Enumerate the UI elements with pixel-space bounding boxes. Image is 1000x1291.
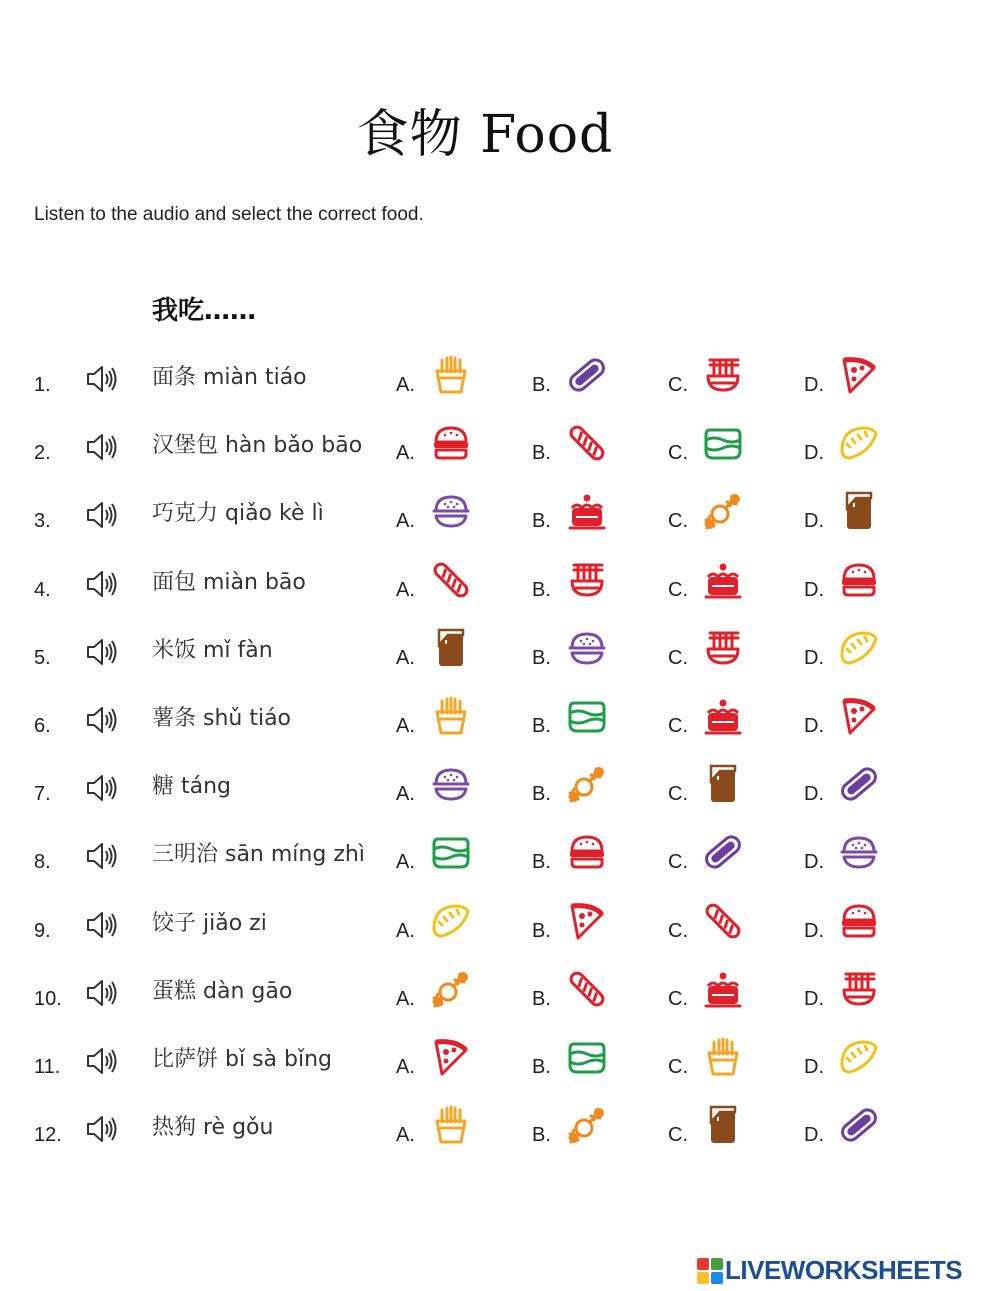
baguette-icon[interactable] xyxy=(566,422,608,464)
option-letter: B. xyxy=(532,920,551,942)
question-number: 1. xyxy=(34,374,51,396)
burger-icon[interactable] xyxy=(838,559,880,601)
cake-icon[interactable] xyxy=(566,490,608,532)
question-number: 8. xyxy=(34,851,51,873)
question-row xyxy=(0,488,1000,536)
fries-icon[interactable] xyxy=(430,354,472,396)
option-letter: B. xyxy=(532,442,551,464)
speaker-icon[interactable] xyxy=(84,703,118,737)
answer-option[interactable] xyxy=(396,557,506,605)
question-word: 糖 táng xyxy=(152,774,232,799)
fries-icon[interactable] xyxy=(702,1036,744,1078)
chocolate-icon[interactable] xyxy=(838,490,880,532)
option-letter: A. xyxy=(396,510,415,532)
question-row xyxy=(0,557,1000,605)
option-letter: D. xyxy=(804,783,824,805)
answer-option[interactable] xyxy=(668,1034,778,1082)
pizza-icon[interactable] xyxy=(838,695,880,737)
fries-icon[interactable] xyxy=(430,695,472,737)
answer-option[interactable] xyxy=(532,420,642,468)
sandwich-icon[interactable] xyxy=(566,1036,608,1078)
question-number: 4. xyxy=(34,579,51,601)
option-letter: A. xyxy=(396,647,415,669)
question-row xyxy=(0,829,1000,877)
answer-option[interactable] xyxy=(532,557,642,605)
answer-option[interactable] xyxy=(668,1102,778,1150)
question-row xyxy=(0,693,1000,741)
option-letter: C. xyxy=(668,442,688,464)
answer-option[interactable] xyxy=(396,693,506,741)
question-word: 三明治 sān míng zhì xyxy=(152,842,365,867)
question-word: 面条 miàn tiáo xyxy=(152,365,307,390)
question-row xyxy=(0,1102,1000,1150)
hotdog-icon[interactable] xyxy=(566,354,608,396)
answer-option[interactable] xyxy=(532,625,642,673)
chocolate-icon[interactable] xyxy=(430,627,472,669)
answer-option[interactable] xyxy=(396,1034,506,1082)
option-letter: D. xyxy=(804,1124,824,1146)
speaker-icon[interactable] xyxy=(84,498,118,532)
noodles-icon[interactable] xyxy=(838,968,880,1010)
option-letter: B. xyxy=(532,579,551,601)
answer-option[interactable] xyxy=(396,761,506,809)
answer-option[interactable] xyxy=(396,420,506,468)
answer-option[interactable] xyxy=(668,420,778,468)
answer-option[interactable] xyxy=(396,488,506,536)
option-letter: D. xyxy=(804,851,824,873)
answer-option[interactable] xyxy=(532,488,642,536)
question-row xyxy=(0,898,1000,946)
noodles-icon[interactable] xyxy=(566,559,608,601)
option-letter: B. xyxy=(532,1124,551,1146)
answer-option[interactable] xyxy=(668,625,778,673)
question-row xyxy=(0,966,1000,1014)
burger-icon[interactable] xyxy=(566,831,608,873)
option-letter: C. xyxy=(668,715,688,737)
option-letter: C. xyxy=(668,988,688,1010)
answer-option[interactable] xyxy=(804,352,914,400)
answer-option[interactable] xyxy=(532,1102,642,1150)
answer-option[interactable] xyxy=(396,1102,506,1150)
speaker-icon[interactable] xyxy=(84,771,118,805)
chocolate-icon[interactable] xyxy=(702,1104,744,1146)
candy-icon[interactable] xyxy=(566,1104,608,1146)
sandwich-icon[interactable] xyxy=(566,695,608,737)
baguette-icon[interactable] xyxy=(430,559,472,601)
option-letter: A. xyxy=(396,851,415,873)
option-letter: A. xyxy=(396,442,415,464)
noodles-icon[interactable] xyxy=(702,354,744,396)
speaker-icon[interactable] xyxy=(84,976,118,1010)
answer-option[interactable] xyxy=(668,966,778,1014)
option-letter: A. xyxy=(396,920,415,942)
question-word: 饺子 jiǎo zi xyxy=(152,911,267,936)
option-letter: C. xyxy=(668,783,688,805)
rice-icon[interactable] xyxy=(838,831,880,873)
hotdog-icon[interactable] xyxy=(838,1104,880,1146)
option-letter: D. xyxy=(804,715,824,737)
logo-text: LIVEWORKSHEETS xyxy=(725,1255,963,1285)
fries-icon[interactable] xyxy=(430,1104,472,1146)
question-row xyxy=(0,352,1000,400)
option-letter: C. xyxy=(668,1124,688,1146)
option-letter: B. xyxy=(532,510,551,532)
hotdog-icon[interactable] xyxy=(702,831,744,873)
candy-icon[interactable] xyxy=(702,490,744,532)
option-letter: C. xyxy=(668,510,688,532)
candy-icon[interactable] xyxy=(430,968,472,1010)
question-word: 热狗 rè gǒu xyxy=(152,1115,274,1140)
question-word: 面包 miàn bāo xyxy=(152,570,306,595)
answer-option[interactable] xyxy=(804,420,914,468)
option-letter: C. xyxy=(668,920,688,942)
sandwich-icon[interactable] xyxy=(702,422,744,464)
question-row xyxy=(0,1034,1000,1082)
answer-option[interactable] xyxy=(804,488,914,536)
instruction-text: Listen to the audio and select the correct food. xyxy=(34,204,424,225)
dumpling-icon[interactable] xyxy=(838,422,880,464)
answer-option[interactable] xyxy=(396,352,506,400)
option-letter: A. xyxy=(396,988,415,1010)
question-number: 6. xyxy=(34,715,51,737)
question-row xyxy=(0,420,1000,468)
answer-option[interactable] xyxy=(668,829,778,877)
question-row xyxy=(0,625,1000,673)
baguette-icon[interactable] xyxy=(566,968,608,1010)
answer-option[interactable] xyxy=(532,1034,642,1082)
speaker-icon[interactable] xyxy=(84,908,118,942)
option-letter: B. xyxy=(532,988,551,1010)
answer-option[interactable] xyxy=(804,557,914,605)
answer-option[interactable] xyxy=(668,352,778,400)
speaker-icon[interactable] xyxy=(84,1044,118,1078)
answer-option[interactable] xyxy=(804,693,914,741)
option-letter: A. xyxy=(396,1056,415,1078)
option-letter: A. xyxy=(396,374,415,396)
option-letter: C. xyxy=(668,851,688,873)
option-letter: D. xyxy=(804,442,824,464)
option-letter: C. xyxy=(668,374,688,396)
noodles-icon[interactable] xyxy=(702,627,744,669)
baguette-icon[interactable] xyxy=(702,900,744,942)
option-letter: D. xyxy=(804,579,824,601)
burger-icon[interactable] xyxy=(838,900,880,942)
speaker-icon[interactable] xyxy=(84,430,118,464)
question-word: 蛋糕 dàn gāo xyxy=(152,979,293,1004)
option-letter: B. xyxy=(532,374,551,396)
option-letter: D. xyxy=(804,374,824,396)
logo-blocks-icon xyxy=(697,1258,723,1284)
speaker-icon[interactable] xyxy=(84,635,118,669)
answer-option[interactable] xyxy=(532,829,642,877)
answer-option[interactable] xyxy=(532,966,642,1014)
option-letter: B. xyxy=(532,851,551,873)
answer-option[interactable] xyxy=(668,693,778,741)
cake-icon[interactable] xyxy=(702,559,744,601)
answer-option[interactable] xyxy=(804,1102,914,1150)
cake-icon[interactable] xyxy=(702,968,744,1010)
answer-option[interactable] xyxy=(804,761,914,809)
dumpling-icon[interactable] xyxy=(838,627,880,669)
chocolate-icon[interactable] xyxy=(702,763,744,805)
option-letter: D. xyxy=(804,510,824,532)
pizza-icon[interactable] xyxy=(430,1036,472,1078)
option-letter: B. xyxy=(532,783,551,805)
option-letter: A. xyxy=(396,1124,415,1146)
answer-option[interactable] xyxy=(804,829,914,877)
answer-option[interactable] xyxy=(668,557,778,605)
answer-option[interactable] xyxy=(804,966,914,1014)
answer-option[interactable] xyxy=(668,898,778,946)
answer-option[interactable] xyxy=(396,829,506,877)
question-word: 比萨饼 bǐ sà bǐng xyxy=(152,1047,332,1072)
question-number: 11. xyxy=(34,1056,61,1078)
question-number: 9. xyxy=(34,920,51,942)
dumpling-icon[interactable] xyxy=(838,1036,880,1078)
option-letter: A. xyxy=(396,715,415,737)
question-word: 米饭 mǐ fàn xyxy=(152,638,273,663)
answer-option[interactable] xyxy=(532,898,642,946)
option-letter: B. xyxy=(532,715,551,737)
option-letter: B. xyxy=(532,647,551,669)
answer-option[interactable] xyxy=(668,488,778,536)
question-number: 3. xyxy=(34,510,51,532)
speaker-icon[interactable] xyxy=(84,839,118,873)
option-letter: D. xyxy=(804,1056,824,1078)
answer-option[interactable] xyxy=(396,966,506,1014)
option-letter: D. xyxy=(804,920,824,942)
sandwich-icon[interactable] xyxy=(430,831,472,873)
prompt-text: 我吃…… xyxy=(152,296,257,326)
question-number: 2. xyxy=(34,442,51,464)
pizza-icon[interactable] xyxy=(838,354,880,396)
option-letter: D. xyxy=(804,647,824,669)
rice-icon[interactable] xyxy=(566,627,608,669)
candy-icon[interactable] xyxy=(566,763,608,805)
page-title: 食物 Food xyxy=(356,105,614,165)
option-letter: C. xyxy=(668,579,688,601)
dumpling-icon[interactable] xyxy=(430,900,472,942)
question-word: 汉堡包 hàn bǎo bāo xyxy=(152,433,363,458)
answer-option[interactable] xyxy=(532,693,642,741)
question-row xyxy=(0,761,1000,809)
speaker-icon[interactable] xyxy=(84,567,118,601)
pizza-icon[interactable] xyxy=(566,900,608,942)
option-letter: C. xyxy=(668,647,688,669)
cake-icon[interactable] xyxy=(702,695,744,737)
rice-icon[interactable] xyxy=(430,763,472,805)
answer-option[interactable] xyxy=(804,898,914,946)
answer-option[interactable] xyxy=(532,352,642,400)
answer-option[interactable] xyxy=(668,761,778,809)
answer-option[interactable] xyxy=(804,625,914,673)
speaker-icon[interactable] xyxy=(84,362,118,396)
answer-option[interactable] xyxy=(396,625,506,673)
option-letter: D. xyxy=(804,988,824,1010)
option-letter: C. xyxy=(668,1056,688,1078)
question-number: 7. xyxy=(34,783,51,805)
question-number: 5. xyxy=(34,647,51,669)
answer-option[interactable] xyxy=(532,761,642,809)
answer-option[interactable] xyxy=(804,1034,914,1082)
answer-option[interactable] xyxy=(396,898,506,946)
rice-icon[interactable] xyxy=(430,490,472,532)
option-letter: A. xyxy=(396,783,415,805)
question-word: 巧克力 qiǎo kè lì xyxy=(152,501,324,526)
speaker-icon[interactable] xyxy=(84,1112,118,1146)
hotdog-icon[interactable] xyxy=(838,763,880,805)
option-letter: B. xyxy=(532,1056,551,1078)
question-number: 10. xyxy=(34,988,62,1010)
burger-icon[interactable] xyxy=(430,422,472,464)
option-letter: A. xyxy=(396,579,415,601)
question-word: 薯条 shǔ tiáo xyxy=(152,706,292,731)
question-number: 12. xyxy=(34,1124,62,1146)
